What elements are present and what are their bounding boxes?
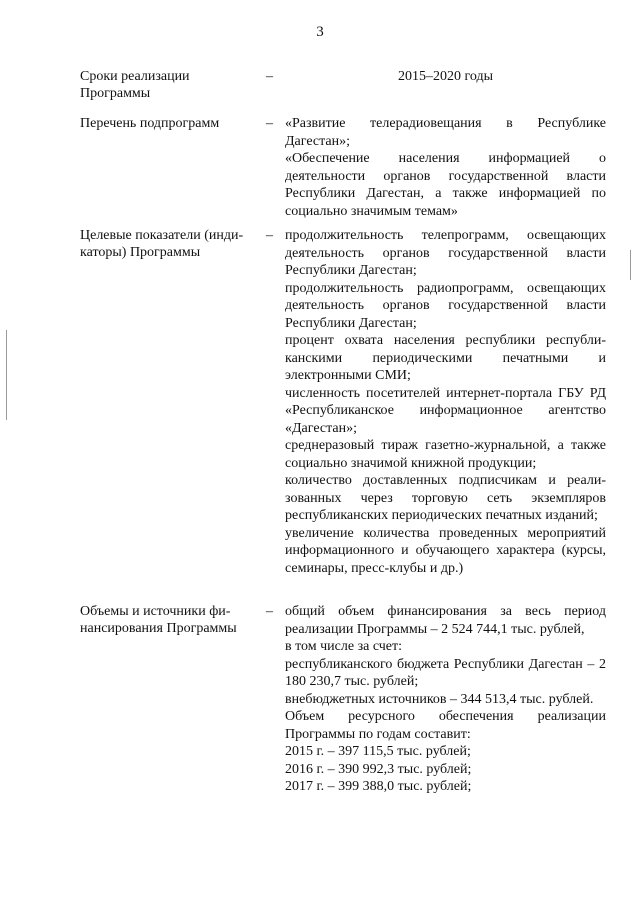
row-label: Сроки реализации Программы: [80, 69, 190, 101]
row-label: Целевые показатели (индикаторы) Программы: [80, 228, 244, 260]
row-label: Объемы и источники финансирования Программы: [80, 604, 237, 636]
content-paragraph: в том числе за счет:: [285, 639, 403, 654]
content-paragraph: республиканского бюджета Республики Дагестан – 2 180 230,7 тыс. рублей;: [285, 656, 606, 689]
row-content: [285, 68, 606, 86]
content-paragraph: общий объем финансирования за весь период реализации Программы – 2 524 744,1 тыс. рублей,: [285, 604, 606, 637]
row-content: [285, 115, 606, 220]
content-paragraph: среднеразовый тираж газетно-журнальной, а также социально значимой книжной продукции;: [285, 438, 606, 471]
row-content: [285, 227, 606, 577]
content-paragraph: 2017 г. – 399 388,0 тыс. рублей;: [285, 779, 472, 794]
content-paragraph: процент охвата населения республики республиканскими периодическими печатными и электронными СМИ;: [285, 333, 606, 383]
content-paragraph: 2016 г. – 390 992,3 тыс. рублей;: [285, 761, 472, 777]
content-paragraph: «Развитие телерадиовещания в Республике Дагестан»;: [285, 116, 606, 149]
content-paragraph: численность посетителей интернет-портала ГБУ РД «Республиканское информационное агентство «Дагестан»;: [285, 385, 606, 436]
content-paragraph: внебюджетных источников – 344 513,4 тыс. рублей.: [285, 691, 594, 707]
scan-margin-mark: [630, 250, 631, 280]
content-paragraph: Объем ресурсного обеспечения реализации Программы по годам составит:: [285, 709, 606, 742]
row-dash: –: [266, 228, 273, 243]
row-label: Перечень подпрограмм: [80, 116, 220, 131]
content-paragraph: продолжительность радиопрограмм, освещающих деятельность органов государственной власти Республики Дагестан;: [285, 280, 606, 331]
row-dash: –: [266, 116, 273, 131]
row-dash: –: [266, 69, 273, 84]
content-paragraph: 2015–2020 годы: [397, 69, 494, 84]
page-number: 3: [316, 24, 324, 40]
content-paragraph: 2015 г. – 397 115,5 тыс. рублей;: [285, 744, 471, 759]
row-content: [285, 603, 606, 796]
content-paragraph: увеличение количества проведенных мероприятий информационного и обучающего характера (курсы, семинары, пресс-клубы и др.): [285, 525, 606, 576]
content-paragraph: продолжительность телепрограмм, освещающих деятельность органов государственной власти Республики Дагестан;: [285, 228, 606, 278]
row-dash: –: [266, 604, 273, 619]
scan-margin-mark: [6, 330, 7, 420]
content-paragraph: количество доставленных подписчикам и реализованных через торговую сеть экземпляров республиканских периодических печатных изданий;: [285, 473, 606, 523]
content-paragraph: «Обеспечение населения информацией о деятельности органов государственной власти Республики Дагестан, а также информацией по социально значимым темам»: [285, 151, 606, 219]
